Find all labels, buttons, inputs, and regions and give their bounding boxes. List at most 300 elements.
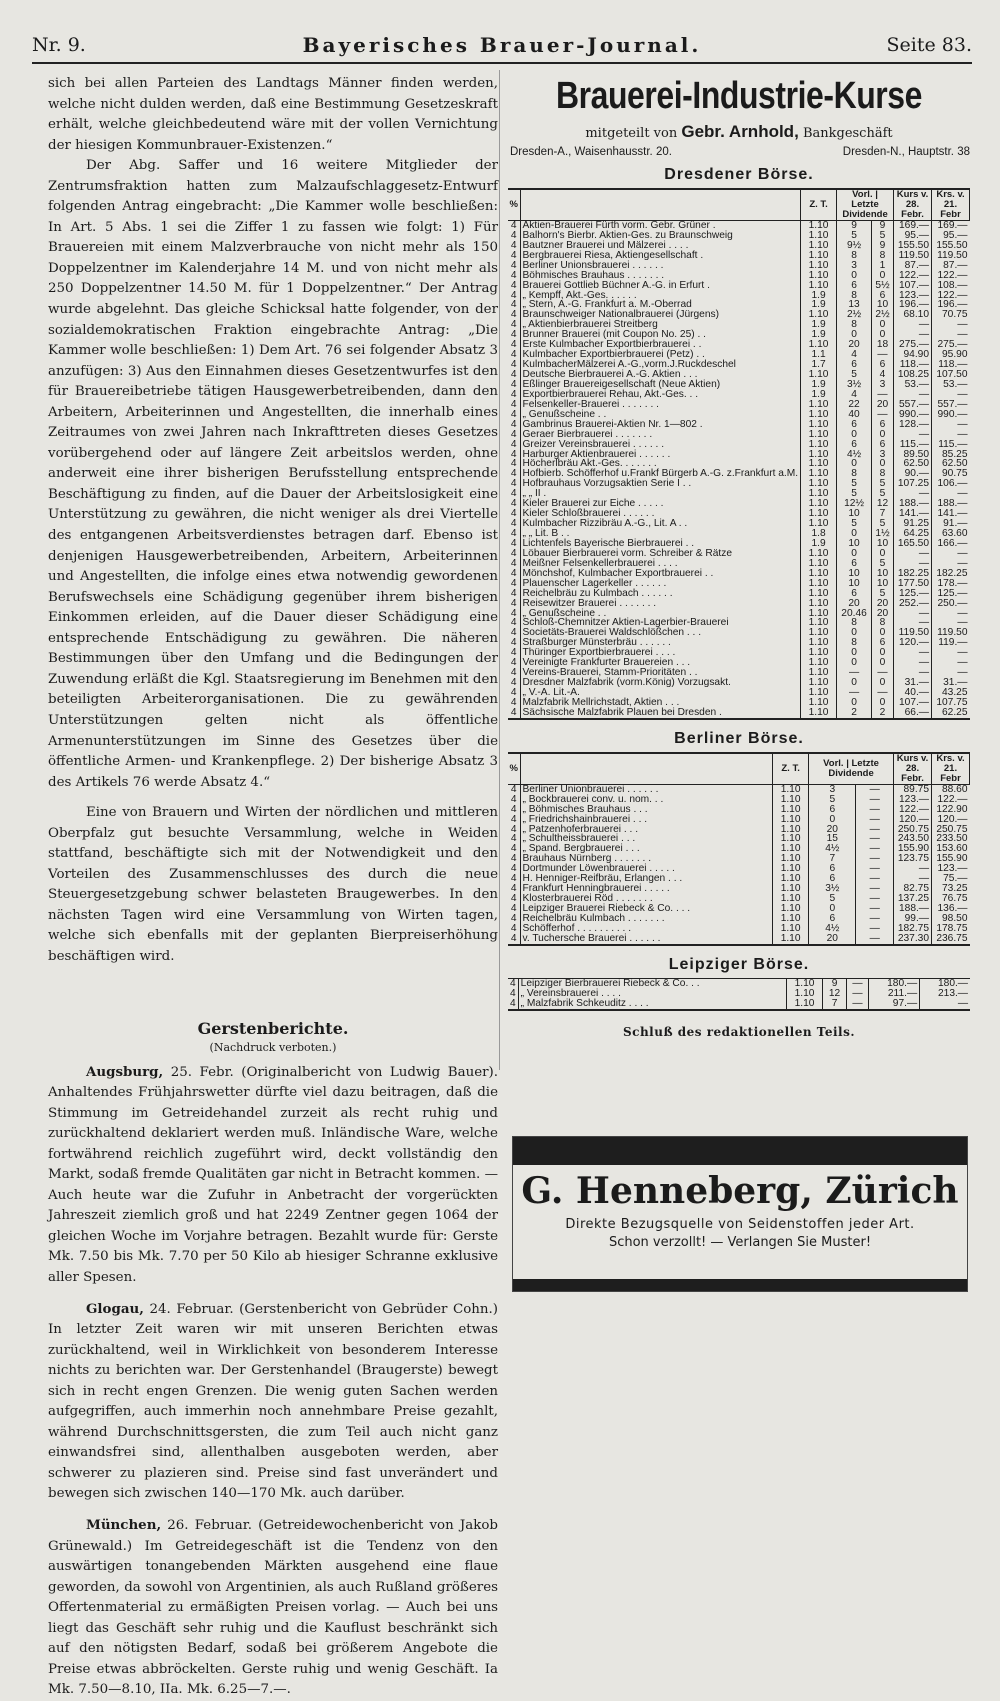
cell-kurs-new: 243.50 (894, 834, 932, 844)
cell-kurs-old: — (932, 330, 970, 340)
cell-div-last: — (856, 834, 894, 844)
cell-kurs-new: 180.— (869, 979, 920, 989)
col-div: Vorl. | Letzte Dividende (837, 190, 894, 221)
cell-pct: 4 (510, 557, 517, 569)
cell-div-last: — (856, 884, 894, 894)
cell-div-last: — (872, 390, 894, 400)
cell-div-prev: 0 (837, 271, 872, 281)
cell-zt: 1.10 (773, 805, 809, 815)
advertisement (512, 1136, 968, 1292)
cell-kurs-old: 236.75 (932, 934, 970, 944)
cell-pct: 4 (510, 537, 517, 549)
cell-name: Brunner Brauerei (mit Coupon No. 25) . . (520, 330, 801, 340)
cell-zt: 1.10 (773, 904, 809, 914)
cell-pct: 4 (510, 667, 517, 679)
left-column (48, 74, 498, 1701)
cell-kurs-new: 155.90 (894, 844, 932, 854)
cell-div-last: 6 (872, 291, 894, 301)
cell-zt: 1.7 (801, 360, 837, 370)
cell-kurs-old: 233.50 (932, 834, 970, 844)
cell-name: „ Malzfabrik Schkeuditz . . . . (518, 999, 786, 1009)
cell-zt: 1.9 (801, 539, 837, 549)
cell-pct: 4 (510, 518, 517, 530)
header-rule (32, 62, 972, 64)
cell-name: Braunschweiger Nationalbrauerei (Jürgens) (520, 310, 801, 320)
cell-name: Aktien-Brauerei Fürth vorm. Gebr. Grüner . (520, 221, 801, 231)
cell-name: Berliner Unionsbrauerei . . . . . . (520, 261, 801, 271)
cell-div-prev: 5 (809, 795, 856, 805)
cell-kurs-old: — (932, 648, 970, 658)
cell-name: „ Friedrichshainbrauerei . . . (520, 815, 773, 825)
berlin-table (508, 753, 970, 945)
cell-kurs-old: 70.75 (932, 310, 970, 320)
cell-name: Vereins-Brauerei, Stamm-Prioritäten . . (520, 668, 801, 678)
report-place: München, (86, 1517, 162, 1533)
cell-div-prev: 4½ (809, 924, 856, 934)
cell-name: Vereinigte Frankfurter Brauereien . . . (520, 658, 801, 668)
cell-zt: 1.9 (801, 390, 837, 400)
cell-pct: 4 (510, 987, 516, 999)
cell-kurs-old: 95.90 (932, 350, 970, 360)
cell-div-prev: 0 (837, 430, 872, 440)
cell-kurs-old: 122.— (932, 291, 970, 301)
cell-zt: 1.10 (801, 479, 837, 489)
cell-zt: 1.10 (801, 231, 837, 241)
cell-div-prev: 7 (823, 999, 847, 1009)
cell-zt: 1.10 (801, 440, 837, 450)
cell-kurs-new: 125.— (894, 589, 932, 599)
cell-div-prev: 0 (837, 459, 872, 469)
cell-zt: 1.9 (801, 380, 837, 390)
cell-kurs-new: 119.50 (894, 251, 932, 261)
cell-div-last: 6 (872, 638, 894, 648)
cell-kurs-old: 43.25 (932, 688, 970, 698)
cell-kurs-new: — (894, 648, 932, 658)
col-pct: % (508, 753, 520, 784)
cell-zt: 1.10 (801, 221, 837, 231)
cell-kurs-new: — (894, 658, 932, 668)
cell-div-prev: 20 (837, 340, 872, 350)
cell-name: „ „ Lit. B . . (520, 529, 801, 539)
cell-div-prev: 5 (837, 519, 872, 529)
cell-zt: 1.10 (773, 884, 809, 894)
cell-pct: 4 (510, 299, 517, 311)
cell-pct: 4 (510, 647, 517, 659)
cell-name: Straßburger Münsterbräu . . . . . . (520, 638, 801, 648)
cell-pct: 4 (510, 547, 517, 559)
cell-kurs-old: 63.60 (932, 529, 970, 539)
cell-div-last: 6 (872, 360, 894, 370)
cell-div-last: 5 (872, 589, 894, 599)
cell-kurs-new: 120.— (894, 638, 932, 648)
cell-pct: 4 (510, 478, 517, 490)
cell-name: „ V.-A. Lit.-A. (520, 688, 801, 698)
cell-div-last: 0 (872, 320, 894, 330)
cell-div-prev: 10 (837, 579, 872, 589)
cell-pct: 4 (510, 637, 517, 649)
cell-div-prev: 3½ (837, 380, 872, 390)
ad-company: G. Henneberg, Zürich (521, 1170, 959, 1212)
cell-div-prev: 0 (837, 529, 872, 539)
cell-pct: 4 (510, 813, 517, 825)
col-k2: Krs. v. 21. Febr (932, 753, 970, 784)
cell-name: Kulmbacher Exportbierbrauerei (Petz) . . (520, 350, 801, 360)
cell-pct: 4 (510, 229, 517, 241)
cell-zt: 1.10 (773, 844, 809, 854)
cell-pct: 4 (510, 239, 517, 251)
cell-zt: 1.10 (801, 310, 837, 320)
cell-div-last: — (856, 854, 894, 864)
cell-kurs-new: 66.— (894, 708, 932, 718)
cell-div-prev: 2 (837, 708, 872, 718)
cell-zt: 1.10 (786, 999, 822, 1009)
cell-div-prev: 22 (837, 400, 872, 410)
cell-kurs-new: 87.— (894, 261, 932, 271)
cell-div-prev: 20 (837, 599, 872, 609)
cell-div-prev: 12 (823, 989, 847, 999)
cell-kurs-old: — (920, 999, 970, 1009)
cell-kurs-new: 91.25 (894, 519, 932, 529)
col-k1: Kurs v. 28. Febr. (894, 190, 932, 221)
cell-pct: 4 (510, 587, 517, 599)
cell-kurs-old: 990.— (932, 410, 970, 420)
cell-kurs-old: 62.25 (932, 708, 970, 718)
cell-div-prev: 0 (837, 648, 872, 658)
cell-zt: 1.10 (801, 569, 837, 579)
cell-div-prev: 20.46 (837, 609, 872, 619)
cell-pct: 4 (510, 359, 517, 371)
cell-kurs-old: 196.— (932, 300, 970, 310)
cell-div-last: — (856, 784, 894, 794)
cell-pct: 4 (510, 912, 517, 924)
cell-name: „ Genußscheine . . (520, 410, 801, 420)
kurse-title: Brauerei-Industrie-Kurse (556, 75, 922, 117)
cell-pct: 4 (510, 677, 517, 689)
cell-div-prev: 6 (837, 420, 872, 430)
cell-kurs-new: — (894, 874, 932, 884)
cell-pct: 4 (510, 488, 517, 500)
cell-zt: 1.9 (801, 300, 837, 310)
col-zt: Z. T. (801, 190, 837, 221)
cell-kurs-new: 107.— (894, 698, 932, 708)
cell-div-prev: — (837, 668, 872, 678)
table-row (508, 999, 970, 1009)
cell-name: Kieler Brauerei zur Eiche . . . . . (520, 499, 801, 509)
cell-kurs-new: — (894, 668, 932, 678)
cell-div-last: 5½ (872, 281, 894, 291)
cell-kurs-new: — (894, 489, 932, 499)
cell-kurs-old: 53.— (932, 380, 970, 390)
address-left: Dresden-A., Waisenhausstr. 20. (510, 146, 672, 158)
cell-zt: 1.10 (786, 979, 822, 989)
col-name (520, 190, 801, 221)
cell-div-prev: — (837, 688, 872, 698)
cell-pct: 4 (510, 607, 517, 619)
cell-name: Bergbrauerei Riesa, Aktiengesellschaft . (520, 251, 801, 261)
cell-pct: 4 (510, 833, 517, 845)
cell-name: Lichtenfels Bayerische Bierbrauerei . . (520, 539, 801, 549)
cell-div-last: 3 (872, 450, 894, 460)
cell-kurs-old: 178.75 (932, 924, 970, 934)
cell-kurs-new: 122.— (894, 271, 932, 281)
cell-div-last: 8 (872, 469, 894, 479)
cell-div-last: 20 (872, 599, 894, 609)
cell-pct: 4 (510, 567, 517, 579)
cell-kurs-old: 250.75 (932, 825, 970, 835)
cell-pct: 4 (510, 259, 517, 271)
section-heading: Gerstenberichte. (197, 1018, 349, 1038)
cell-div-last: 0 (872, 330, 894, 340)
cell-pct: 4 (510, 893, 517, 905)
cell-zt: 1.10 (773, 914, 809, 924)
cell-kurs-old: 213.— (920, 989, 970, 999)
cell-div-prev: 40 (837, 410, 872, 420)
cell-zt: 1.10 (801, 370, 837, 380)
cell-div-prev: 6 (809, 864, 856, 874)
cell-div-prev: 20 (809, 825, 856, 835)
cell-kurs-new: 64.25 (894, 529, 932, 539)
cell-kurs-old: 119.50 (932, 628, 970, 638)
cell-kurs-new: 99.— (894, 914, 932, 924)
cell-name: Bautzner Brauerei und Mälzerei . . . . (520, 241, 801, 251)
cell-kurs-old: 90.75 (932, 469, 970, 479)
cell-div-prev: 8 (837, 469, 872, 479)
cell-name: Leipziger Bierbrauerei Riebeck & Co. . . (518, 979, 786, 989)
cell-kurs-old: 115.— (932, 440, 970, 450)
cell-kurs-new: 275.— (894, 340, 932, 350)
cell-pct: 4 (510, 339, 517, 351)
cell-div-last: 2½ (872, 310, 894, 320)
cell-pct: 4 (510, 577, 517, 589)
cell-kurs-old: — (932, 618, 970, 628)
cell-zt: 1.10 (801, 638, 837, 648)
cell-zt: 1.10 (801, 658, 837, 668)
cell-kurs-new: 120.— (894, 815, 932, 825)
cell-zt: 1.10 (801, 549, 837, 559)
cell-div-last: 0 (872, 459, 894, 469)
cell-div-prev: 3 (809, 784, 856, 794)
cell-kurs-old: 557.— (932, 400, 970, 410)
cell-zt: 1.10 (801, 241, 837, 251)
cell-div-last: 5 (872, 559, 894, 569)
cell-zt: 1.10 (801, 708, 837, 718)
cell-div-prev: 0 (837, 549, 872, 559)
address-right: Dresden-N., Hauptstr. 38 (842, 146, 970, 158)
cell-zt: 1.9 (801, 330, 837, 340)
cell-div-prev: 9 (837, 221, 872, 231)
cell-div-prev: 8 (837, 618, 872, 628)
cell-kurs-old: 95.— (932, 231, 970, 241)
cell-div-last: 12 (872, 499, 894, 509)
cell-kurs-new: 123.— (894, 795, 932, 805)
cell-pct: 4 (510, 783, 517, 795)
cell-kurs-new: 141.— (894, 509, 932, 519)
col-div: Vorl. | Letzte Dividende (809, 753, 894, 784)
cell-zt: 1.10 (773, 854, 809, 864)
cell-name: v. Tuchersche Brauerei . . . . . . (520, 934, 773, 944)
cell-kurs-new: — (894, 559, 932, 569)
ad-line-2: Schon verzollt! — Verlangen Sie Muster! (608, 1235, 872, 1250)
cell-pct: 4 (510, 977, 516, 989)
berlin-heading: Berliner Börse. (674, 729, 804, 747)
cell-kurs-old: 180.— (920, 979, 970, 989)
cell-div-last: — (856, 904, 894, 914)
table-row (508, 708, 970, 718)
cell-name: Thüringer Exportbierbrauerei . . . . (520, 648, 801, 658)
cell-div-prev: 8 (837, 251, 872, 261)
report-muenchen (48, 1515, 498, 1701)
cell-div-prev: 0 (837, 698, 872, 708)
cell-kurs-new: 119.50 (894, 628, 932, 638)
cell-zt: 1.8 (801, 529, 837, 539)
cell-kurs-old: 107.75 (932, 698, 970, 708)
cell-zt: 1.10 (801, 668, 837, 678)
cell-name: „ Bockbrauerei conv. u. nom. . . (520, 795, 773, 805)
cell-pct: 4 (510, 349, 517, 361)
cell-pct: 4 (510, 843, 517, 855)
cell-pct: 4 (510, 289, 517, 301)
cell-name: Eßlinger Brauereigesellschaft (Neue Aktien) (520, 380, 801, 390)
cell-pct: 4 (510, 448, 517, 460)
cell-zt: 1.10 (801, 430, 837, 440)
cell-div-last: 6 (872, 440, 894, 450)
cell-kurs-new: 177.50 (894, 579, 932, 589)
cell-div-prev: 4 (837, 350, 872, 360)
cell-div-last: 0 (872, 658, 894, 668)
cell-zt: 1.10 (801, 698, 837, 708)
cell-kurs-old: 123.— (932, 864, 970, 874)
cell-div-last: — (856, 894, 894, 904)
cell-div-prev: 6 (809, 874, 856, 884)
cell-div-prev: 3 (837, 261, 872, 271)
cell-name: Böhmisches Brauhaus . . . . . . . (520, 271, 801, 281)
cell-zt: 1.10 (773, 834, 809, 844)
cell-kurs-old: 275.— (932, 340, 970, 350)
cell-kurs-new: — (894, 320, 932, 330)
cell-name: Harburger Aktienbrauerei . . . . . . (520, 450, 801, 460)
cell-zt: 1.10 (773, 815, 809, 825)
cell-pct: 4 (510, 438, 517, 450)
cell-div-prev: 8 (837, 320, 872, 330)
cell-kurs-old: 31.— (932, 678, 970, 688)
cell-kurs-old: — (932, 489, 970, 499)
cell-kurs-new: 196.— (894, 300, 932, 310)
cell-zt: 1.10 (801, 469, 837, 479)
cell-kurs-new: 182.75 (894, 924, 932, 934)
cell-kurs-old: 122.— (932, 795, 970, 805)
cell-pct: 4 (510, 508, 517, 520)
cell-div-prev: 10 (837, 569, 872, 579)
leipzig-table (508, 979, 970, 1010)
cell-kurs-old: 155.50 (932, 241, 970, 251)
cell-div-prev: 2½ (837, 310, 872, 320)
cell-div-last: — (856, 934, 894, 944)
cell-kurs-old: 87.— (932, 261, 970, 271)
cell-name: „ Aktienbierbrauerei Streitberg (520, 320, 801, 330)
cell-kurs-new: 118.— (894, 360, 932, 370)
cell-zt: 1.10 (786, 989, 822, 999)
cell-pct: 4 (510, 220, 517, 231)
cell-div-last: 9 (872, 241, 894, 251)
cell-div-last: 8 (872, 618, 894, 628)
cell-zt: 1.10 (801, 450, 837, 460)
cell-div-prev: 12½ (837, 499, 872, 509)
cell-pct: 4 (510, 249, 517, 261)
cell-kurs-old: 166.— (932, 539, 970, 549)
cell-div-last: — (856, 815, 894, 825)
cell-kurs-new: 62.50 (894, 459, 932, 469)
cell-name: Exportbierbrauerei Rehau, Akt.-Ges. . . (520, 390, 801, 400)
report-place: Glogau, (86, 1300, 144, 1317)
cell-kurs-old: — (932, 430, 970, 440)
source-prefix: mitgeteilt von (585, 126, 678, 141)
cell-kurs-new: 68.10 (894, 310, 932, 320)
cell-div-last: 0 (872, 678, 894, 688)
cell-kurs-old: 250.— (932, 599, 970, 609)
cell-name: Brauhaus Nürnberg . . . . . . . (520, 854, 773, 864)
cell-kurs-new: 82.75 (894, 884, 932, 894)
cell-kurs-old: 178.— (932, 579, 970, 589)
cell-zt: 1.9 (801, 320, 837, 330)
cell-name: „ Kempff, Akt.-Ges. . . . . . (520, 291, 801, 301)
cell-div-last: 1 (872, 261, 894, 271)
addresses (508, 144, 970, 162)
column-divider (499, 70, 500, 1070)
cell-pct: 4 (508, 708, 520, 718)
cell-zt: 1.10 (801, 579, 837, 589)
cell-div-prev: 6 (837, 589, 872, 599)
cell-name: Kieler Schloßbrauerei . . . . . . (520, 509, 801, 519)
source-suffix: Bankgeschäft (802, 126, 893, 141)
cell-zt: 1.10 (801, 609, 837, 619)
cell-kurs-old: 85.25 (932, 450, 970, 460)
cell-kurs-new: 107.25 (894, 479, 932, 489)
cell-div-last: — (846, 999, 868, 1009)
cell-kurs-old: 125.— (932, 589, 970, 599)
cell-zt: 1.10 (801, 559, 837, 569)
cell-div-last: 10 (872, 569, 894, 579)
cell-pct: 4 (510, 309, 517, 321)
cell-kurs-old: 107.50 (932, 370, 970, 380)
cell-zt: 1.10 (773, 784, 809, 794)
cell-zt: 1.10 (773, 795, 809, 805)
cell-pct: 4 (510, 498, 517, 510)
cell-div-prev: 6 (837, 281, 872, 291)
cell-zt: 1.10 (801, 678, 837, 688)
cell-pct: 4 (510, 696, 517, 708)
cell-pct: 4 (510, 398, 517, 410)
cell-div-prev: 0 (809, 815, 856, 825)
cell-kurs-old: — (932, 559, 970, 569)
cell-pct: 4 (510, 319, 517, 331)
cell-zt: 1.10 (801, 499, 837, 509)
col-k2: Krs. v. 21. Febr (932, 190, 970, 221)
cell-zt: 1.10 (801, 261, 837, 271)
cell-div-prev: 9 (823, 979, 847, 989)
cell-div-last: — (856, 924, 894, 934)
cell-div-last: 0 (872, 271, 894, 281)
cell-kurs-old: 169.— (932, 221, 970, 231)
cell-name: Leipziger Brauerei Riebeck & Co. . . . (520, 904, 773, 914)
ad-bottom-bar (513, 1279, 967, 1291)
dresden-table (508, 189, 970, 719)
cell-name: Frankfurt Henningbrauerei . . . . . (520, 884, 773, 894)
cell-kurs-new: 122.— (894, 805, 932, 815)
table-row (508, 934, 970, 944)
cell-name: Meißner Felsenkellerbrauerei . . . . (520, 559, 801, 569)
cell-div-last: — (872, 350, 894, 360)
report-text: 26. Februar. (Getreidewochenbericht von Jakob Grünewald.) Im Getreidegeschäft ist die Tendenz von den auswärtigen tonangebenden Märkten ausgehend eine flaue geworden, da sowohl von Argentinien, als auch Rußland größeres Offertenmaterial zu ermäßigten Preisen vorlag. — Auch bei uns liegt das Geschäft sehr ruhig und die Kauflust beschränkt sich auf den nötigsten Bedarf, sodaß bei größerem Angebote die Preise etwas abbröckelten. Gerste ruhig und wenig Geschäft. Ia Mk. 7.50—8.10, IIa. Mk. 6.25—7.—. (48, 1518, 498, 1698)
